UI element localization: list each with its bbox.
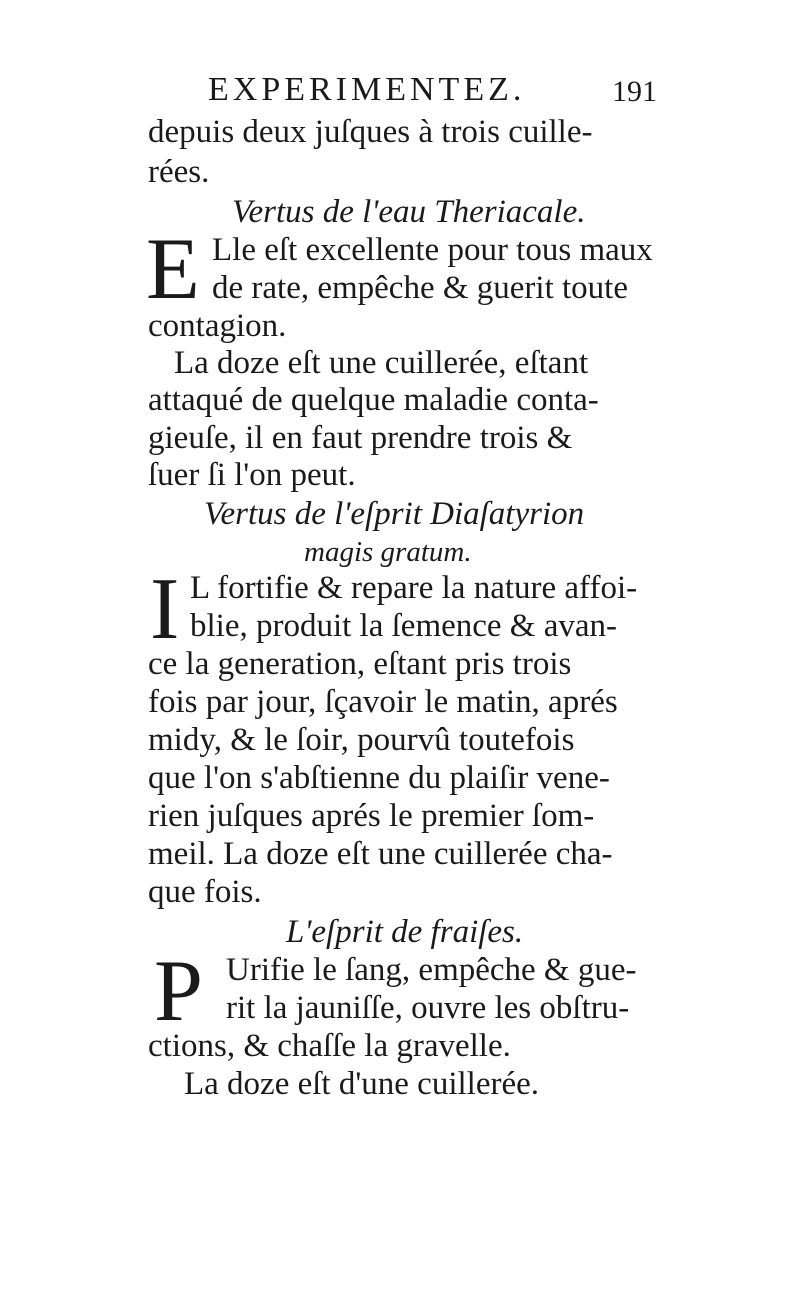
section-heading: L'eſprit de fraiſes. — [286, 914, 524, 950]
text-line: attaqué de quelque maladie conta- — [148, 382, 599, 418]
text-line: fois par jour, ſçavoir le matin, aprés — [148, 684, 618, 720]
text-line: que fois. — [148, 874, 262, 910]
text-line: de rate, empêche & guerit toute — [212, 270, 628, 306]
text-line: que l'on s'abſtienne du plaiſir vene- — [148, 760, 610, 796]
text-line: La doze eſt une cuillerée, eſtant — [174, 345, 589, 381]
section-heading: magis gratum. — [304, 536, 472, 568]
text-line: rit la jauniſſe, ouvre les obſtru- — [226, 990, 630, 1026]
text-line: rien juſques aprés le premier ſom- — [148, 798, 595, 834]
text-line: depuis deux juſques à trois cuille- — [148, 114, 593, 150]
drop-cap: I — [150, 561, 180, 658]
text-line: ce la generation, eſtant pris trois — [148, 646, 572, 682]
running-title: EXPERIMENTEZ. — [208, 71, 526, 108]
text-line: meil. La doze eſt une cuillerée cha- — [148, 836, 613, 872]
text-line: contagion. — [148, 308, 287, 344]
text-line: Lle eſt excellente pour tous maux — [212, 232, 653, 268]
text-line: L fortifie & repare la nature affoi- — [190, 570, 638, 606]
drop-cap: P — [154, 943, 203, 1040]
text-line: La doze eſt d'une cuillerée. — [184, 1066, 540, 1102]
text-line: midy, & le ſoir, pourvû toutefois — [148, 722, 575, 758]
text-line: blie, produit la ſemence & avan- — [190, 608, 618, 644]
section-heading: Vertus de l'eau Theriacale. — [232, 194, 586, 230]
drop-cap: E — [146, 221, 200, 318]
section-heading: Vertus de l'eſprit Diaſatyrion — [204, 496, 585, 532]
text-line: Urifie le ſang, empêche & gue- — [226, 952, 637, 988]
text-line: ctions, & chaſſe la gravelle. — [148, 1028, 511, 1064]
text-line: rées. — [148, 154, 210, 190]
page-number: 191 — [612, 75, 657, 108]
text-line: ſuer ſi l'on peut. — [148, 457, 356, 493]
text-line: gieuſe, il en faut prendre trois & — [148, 420, 573, 456]
